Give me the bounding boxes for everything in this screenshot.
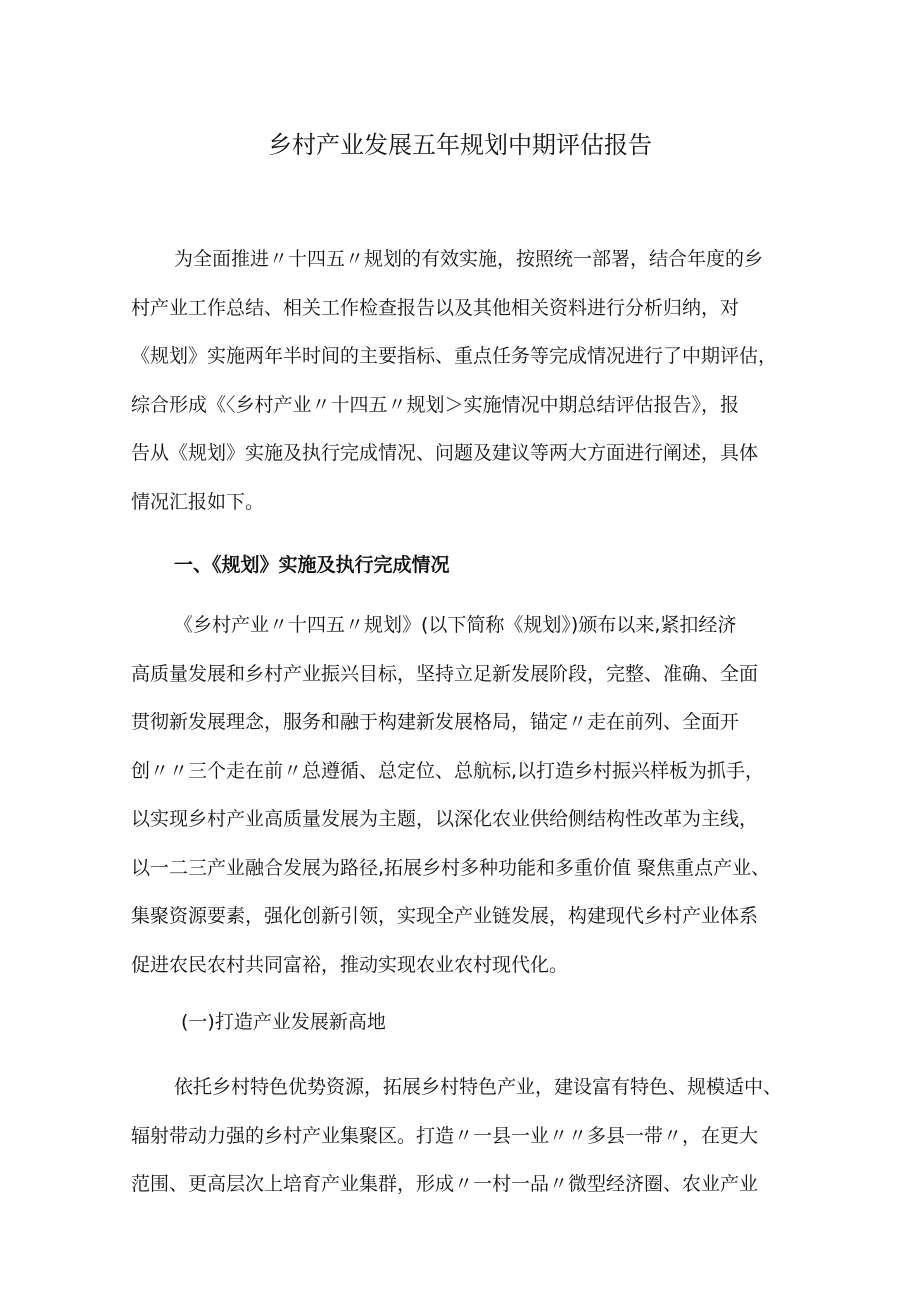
paragraph-line: 《规划》实施两年半时间的主要指标、重点任务等完成情况进行了中期评估， <box>131 345 778 367</box>
subsection-paragraph <box>131 1063 796 1209</box>
paragraph-line: 范围、更高层次上培育产业集群，形成〃一村一品〃微型经济圈、农业产业 <box>131 1173 759 1195</box>
paragraph-line: 村产业工作总结、相关工作检查报告以及其他相关资料进行分析归纳，对 <box>131 296 740 319</box>
paragraph-line: 促进农民农村共同富裕，推动实现农业农村现代化。 <box>131 953 569 976</box>
section-paragraph <box>131 601 796 989</box>
document-title: 乡村产业发展五年规划中期评估报告 <box>268 131 652 159</box>
paragraph-line: 创〃〃三个走在前〃总遵循、总定位、总航标,以打造乡村振兴样板为抓手， <box>131 759 765 782</box>
paragraph-line: 辐射带动力强的乡村产业集聚区。打造〃一县一业〃〃多县一带〃，在更大 <box>131 1124 759 1147</box>
paragraph-line: 高质量发展和乡村产业振兴目标，坚持立足新发展阶段，完整、准确、全面 <box>131 662 759 685</box>
intro-paragraph <box>131 235 796 526</box>
paragraph-line: 情况汇报如下。 <box>131 490 265 513</box>
paragraph-line: 依托乡村特色优势资源，拓展乡村特色产业，建设富有特色、规模适中、 <box>174 1076 783 1098</box>
paragraph-line: 以一二三产业融合发展为路径,拓展乡村多种功能和多重价值 聚焦重点产业、 <box>131 856 771 879</box>
paragraph-line: 告从《规划》实施及执行完成情况、问题及建议等两大方面进行阐述，具体 <box>131 442 759 464</box>
paragraph-line: 集聚资源要素，强化创新引领，实现全产业链发展，构建现代乡村产业体系 <box>131 905 759 927</box>
paragraph-line: 为全面推进〃十四五〃规划的有效实施，按照统一部署，结合年度的乡 <box>174 248 764 270</box>
paragraph-line: 贯彻新发展理念，服务和融于构建新发展格局，锚定〃走在前列、全面开 <box>131 711 740 733</box>
paragraph-line: 《乡村产业〃十四五〃规划》(以下简称《规划》)颁布以来,紧扣经济 <box>174 614 737 636</box>
subsection-heading: (一)打造产业发展新高地 <box>181 1011 386 1033</box>
paragraph-line: 综合形成《〈乡村产业〃十四五〃规划＞实施情况中期总结评估报告》，报 <box>131 393 740 416</box>
paragraph-line: 以实现乡村产业高质量发展为主题，以深化农业供给侧结构性改革为主线， <box>131 808 759 830</box>
section-heading: 一、《规划》实施及执行完成情况 <box>174 554 450 576</box>
